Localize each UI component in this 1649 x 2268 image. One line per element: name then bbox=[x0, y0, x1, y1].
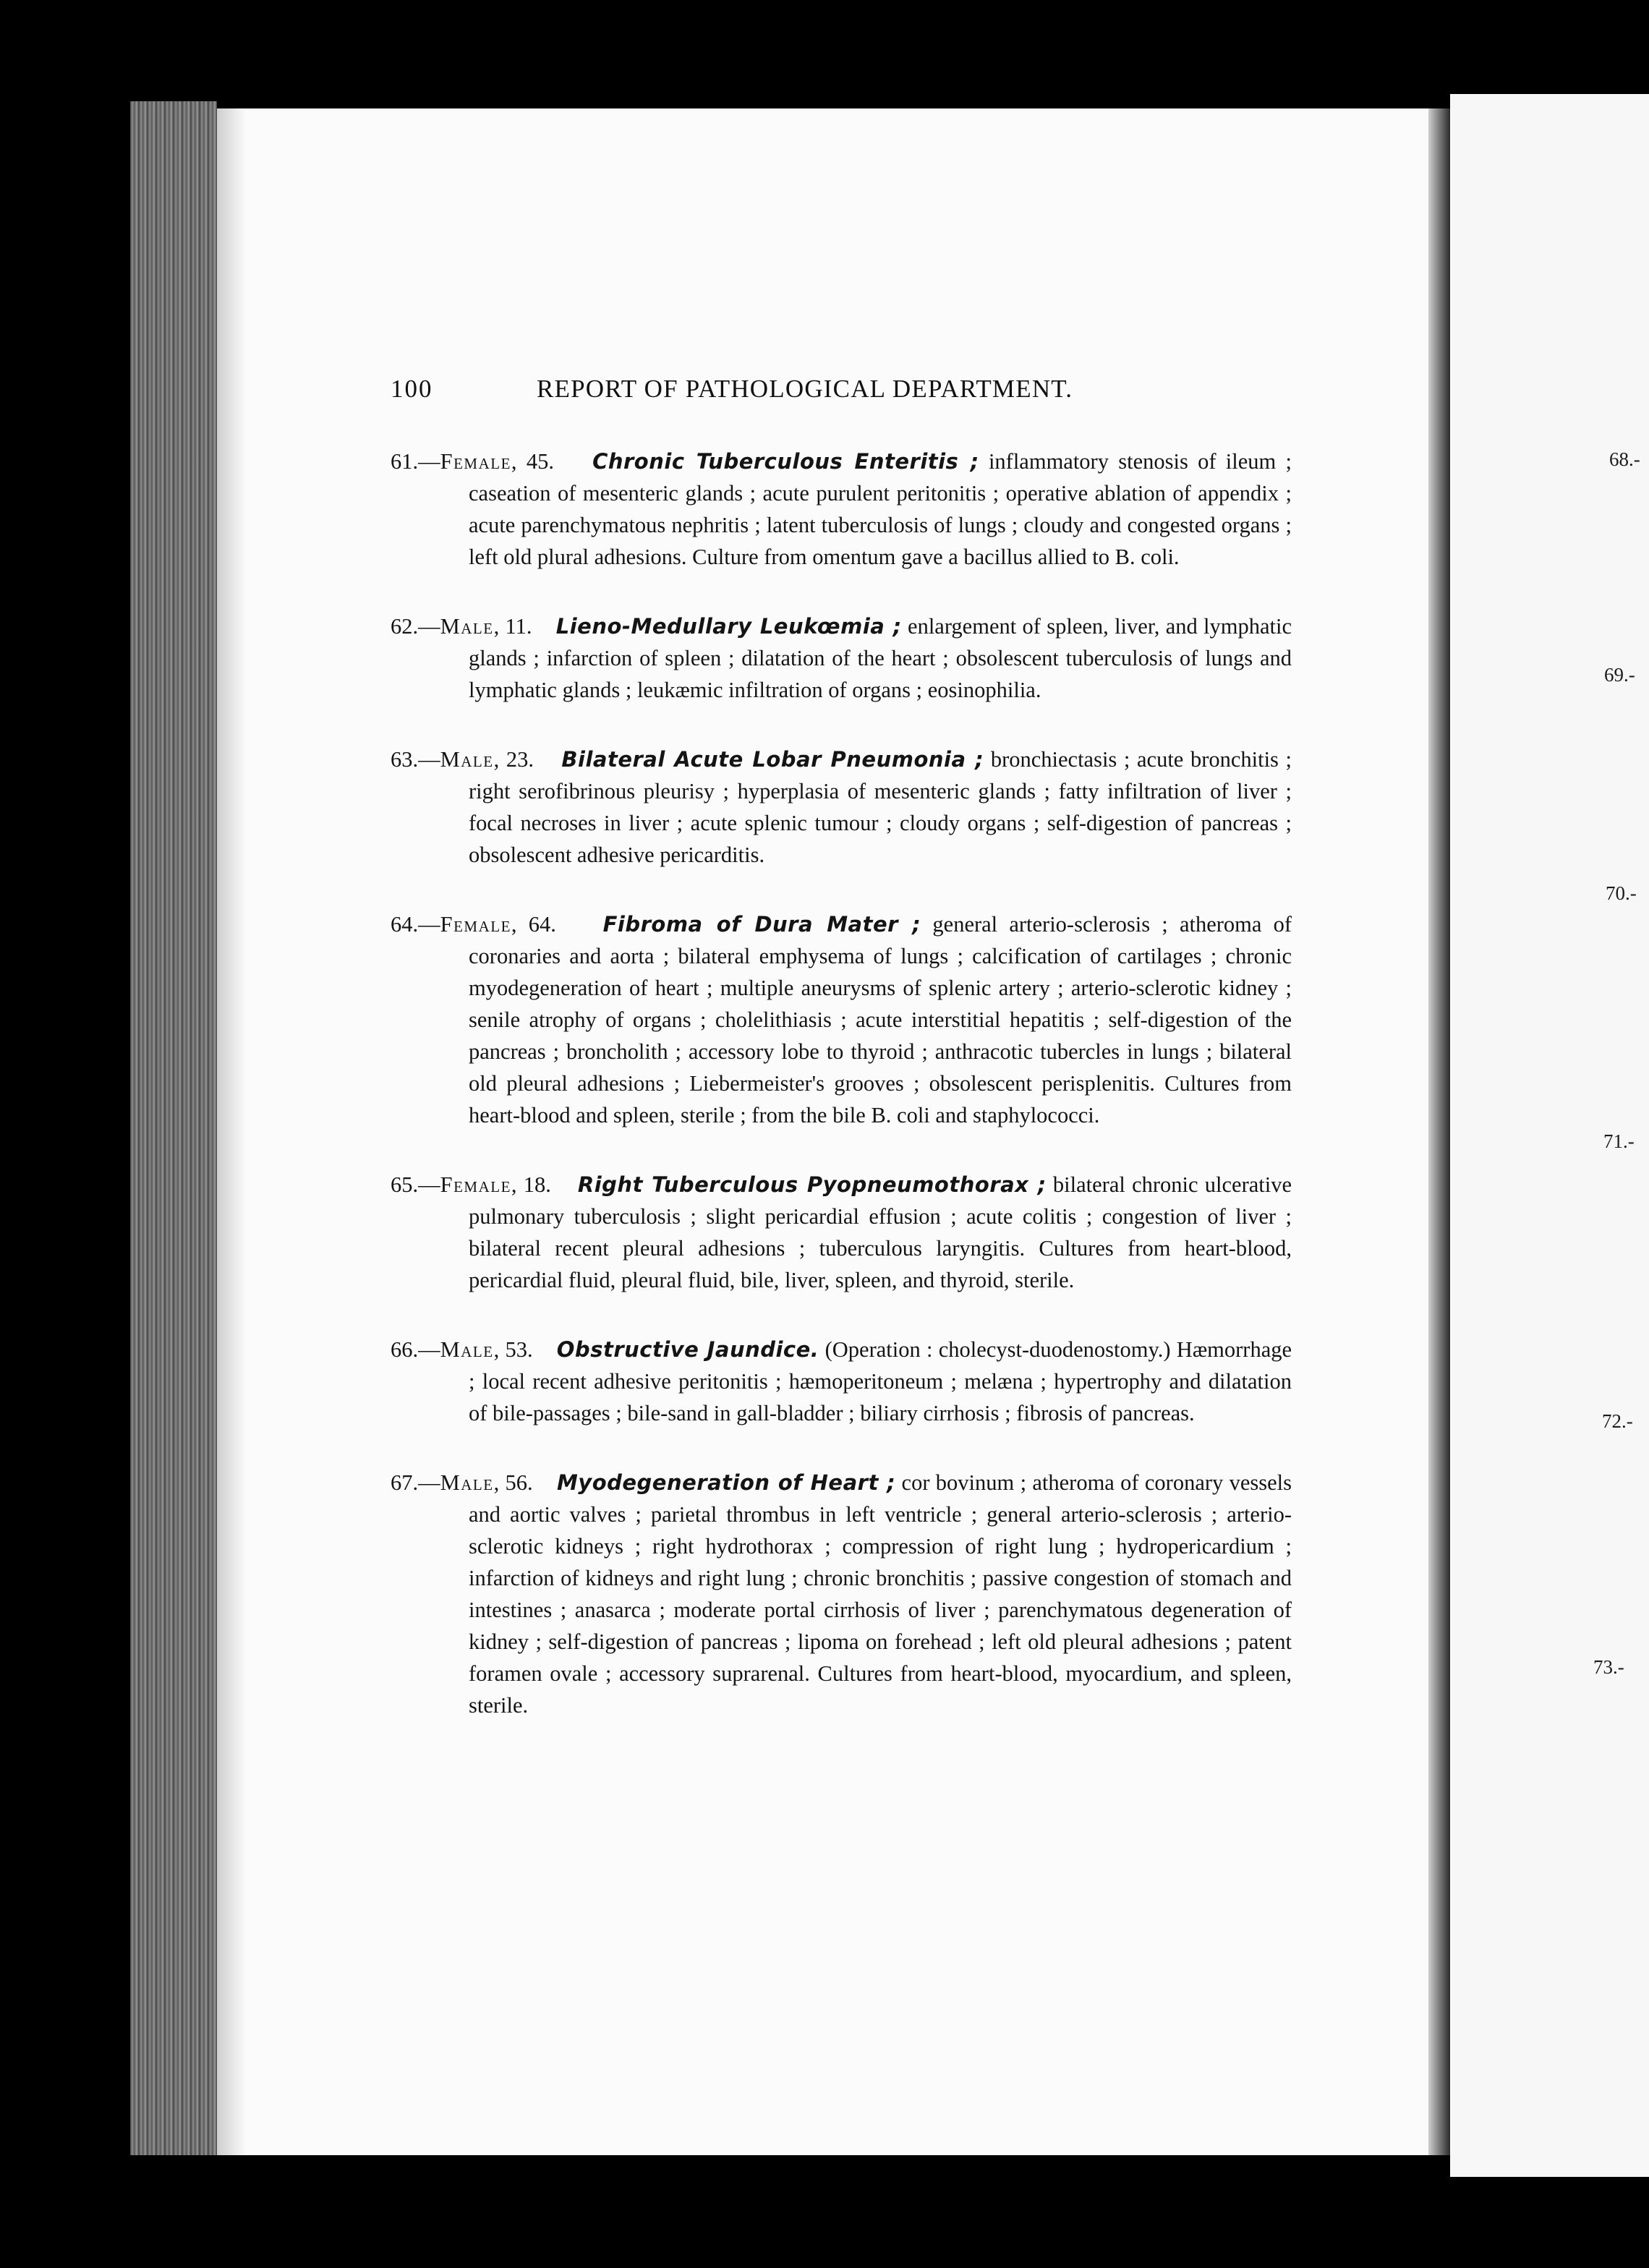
case-diagnosis: Right Tuberculous Pyopneumothorax ; bbox=[577, 1172, 1047, 1197]
case-number: 61. bbox=[391, 449, 419, 474]
case-age: 45. bbox=[526, 449, 554, 474]
facing-page-number: 69.- bbox=[1604, 664, 1635, 686]
case-diagnosis: Lieno-Medullary Leukœmia ; bbox=[555, 614, 902, 639]
case-diagnosis: Obstructive Jaundice. bbox=[556, 1337, 819, 1362]
case-sex: Male bbox=[440, 747, 494, 772]
page-number: 100 bbox=[391, 375, 433, 403]
facing-page-number: 72.- bbox=[1602, 1410, 1633, 1432]
case-sex: Female bbox=[440, 912, 511, 937]
facing-page bbox=[1450, 94, 1649, 2177]
case-findings: general arterio-sclerosis ; atheroma of coronaries and aorta ; bilateral emphysema of lungs ; calcification of cartilages ; chronic myodegeneration of heart ; multiple aneurysms of splenic artery ; arterio-sclerotic kidney ; senile atrophy of organs ; cholelithiasis ; acute interstitial hepatitis ; self-digestion of the pancreas ; broncholith ; accessory lobe to thyroid ; anthracotic tubercles in lungs ; bilateral old pleural adhesions ; Liebermeister's grooves ; obsolescent perisplenitis. Cultures from heart-blood and spleen, sterile ; from the bile B. coli and staphylococci. bbox=[469, 912, 1292, 1127]
case-findings: bilateral chronic ulcerative pulmonary tuberculosis ; slight pericardial effusion ; acute colitis ; congestion of liver ; bilateral recent pleural adhesions ; tuberculous laryngitis. Cultures from heart-blood, pericardial fluid, pleural fluid, bile, liver, spleen, and thyroid, sterile. bbox=[469, 1172, 1292, 1292]
case-findings: enlargement of spleen, liver, and lymphatic glands ; infarction of spleen ; dilatation of the heart ; obsolescent tuberculosis of lungs and lymphatic glands ; leukæmic infiltration of organs ; eosinophilia. bbox=[469, 614, 1292, 702]
page-shadow bbox=[217, 108, 246, 2155]
case-number: 63. bbox=[391, 747, 419, 772]
case-age: 56. bbox=[505, 1470, 533, 1495]
case-sex: Male bbox=[440, 1337, 494, 1362]
case-age: 53. bbox=[505, 1337, 533, 1362]
running-title: REPORT OF PATHOLOGICAL DEPARTMENT. bbox=[537, 375, 1073, 403]
case-entry: 62.—Male, 11. Lieno-Medullary Leukœmia ; enlargement of spleen, liver, and lymphatic glands ; infarction of spleen ; dilatation of the heart ; obsolescent tuberculosis of lungs and lymphatic glands ; leukæmic infiltration of organs ; eosinophilia. bbox=[391, 614, 1292, 702]
case-number: 62. bbox=[391, 614, 419, 639]
facing-page-number: 71.- bbox=[1603, 1130, 1635, 1152]
case-age: 18. bbox=[523, 1172, 551, 1197]
case-entry: 61.—Female, 45. Chronic Tuberculous Enteritis ; inflammatory stenosis of ileum ; caseation of mesenteric glands ; acute purulent peritonitis ; operative ablation of appendix ; acute parenchymatous nephritis ; latent tuberculosis of lungs ; cloudy and congested organs ; left old plural adhesions. Culture from omentum gave a bacillus allied to B. coli. bbox=[391, 449, 1292, 569]
case-age: 23. bbox=[506, 747, 534, 772]
case-age: 11. bbox=[505, 614, 532, 639]
case-sex: Male bbox=[440, 1470, 494, 1495]
case-number: 64. bbox=[391, 912, 419, 937]
case-diagnosis: Chronic Tuberculous Enteritis ; bbox=[592, 449, 979, 474]
case-number: 66. bbox=[391, 1337, 419, 1362]
case-age: 64. bbox=[528, 912, 556, 937]
book-gutter bbox=[1428, 108, 1450, 2155]
case-sex: Female bbox=[440, 449, 511, 474]
case-number: 65. bbox=[391, 1172, 419, 1197]
case-findings: cor bovinum ; atheroma of coronary vessels and aortic valves ; parietal thrombus in left ventricle ; general arterio-sclerosis ; arterio-sclerotic kidneys ; right hydrothorax ; compression of right lung ; hydropericardium ; infarction of kidneys and right lung ; chronic bronchitis ; passive congestion of stomach and intestines ; anasarca ; moderate portal cirrhosis of liver ; parenchymatous degeneration of kidney ; self-digestion of pancreas ; lipoma on forehead ; left old pleural adhesions ; patent foramen ovale ; accessory suprarenal. Cultures from heart-blood, myocardium, and spleen, sterile. bbox=[469, 1470, 1292, 1718]
facing-page-number: 68.- bbox=[1609, 448, 1640, 470]
case-sex: Male bbox=[440, 614, 494, 639]
case-entry: 63.—Male, 23. Bilateral Acute Lobar Pneumonia ; bronchiectasis ; acute bronchitis ; right serofibrinous pleurisy ; hyperplasia of mesenteric glands ; fatty infiltration of liver ; focal necroses in liver ; acute splenic tumour ; cloudy organs ; self-digestion of pancreas ; obsolescent adhesive pericarditis. bbox=[391, 747, 1292, 867]
case-diagnosis: Myodegeneration of Heart ; bbox=[556, 1470, 896, 1495]
case-diagnosis: Fibroma of Dura Mater ; bbox=[602, 912, 921, 937]
case-findings: inflammatory stenosis of ileum ; caseation of mesenteric glands ; acute purulent peritonitis ; operative ablation of appendix ; acute parenchymatous nephritis ; latent tuberculosis of lungs ; cloudy and congested organs ; left old plural adhesions. Culture from omentum gave a bacillus allied to B. coli. bbox=[469, 449, 1292, 569]
book-edge bbox=[130, 101, 217, 2155]
case-sex: Female bbox=[440, 1172, 511, 1197]
case-list bbox=[391, 446, 1292, 1759]
case-diagnosis: Bilateral Acute Lobar Pneumonia ; bbox=[561, 747, 984, 772]
case-entry: 64.—Female, 64. Fibroma of Dura Mater ; general arterio-sclerosis ; atheroma of coronaries and aorta ; bilateral emphysema of lungs ; calcification of cartilages ; chronic myodegeneration of heart ; multiple aneurysms of splenic artery ; arterio-sclerotic kidney ; senile atrophy of organs ; cholelithiasis ; acute interstitial hepatitis ; self-digestion of the pancreas ; broncholith ; accessory lobe to thyroid ; anthracotic tubercles in lungs ; bilateral old pleural adhesions ; Liebermeister's grooves ; obsolescent perisplenitis. Cultures from heart-blood and spleen, sterile ; from the bile B. coli and staphylococci. bbox=[391, 912, 1292, 1127]
case-entry: 65.—Female, 18. Right Tuberculous Pyopneumothorax ; bilateral chronic ulcerative pulmonary tuberculosis ; slight pericardial effusion ; acute colitis ; congestion of liver ; bilateral recent pleural adhesions ; tuberculous laryngitis. Cultures from heart-blood, pericardial fluid, pleural fluid, bile, liver, spleen, and thyroid, sterile. bbox=[391, 1172, 1292, 1292]
case-findings: (Operation : cholecyst-duodenostomy.) Hæmorrhage ; local recent adhesive peritonitis ; hæmoperitoneum ; melæna ; hypertrophy and dilatation of bile-passages ; bile-sand in gall-bladder ; biliary cirrhosis ; fibrosis of pancreas. bbox=[469, 1337, 1292, 1425]
facing-page-number: 73.- bbox=[1593, 1656, 1624, 1678]
case-number: 67. bbox=[391, 1470, 419, 1495]
case-entry: 67.—Male, 56. Myodegeneration of Heart ; cor bovinum ; atheroma of coronary vessels and aortic valves ; parietal thrombus in left ventricle ; general arterio-sclerosis ; arterio-sclerotic kidneys ; right hydrothorax ; compression of right lung ; hydropericardium ; infarction of kidneys and right lung ; chronic bronchitis ; passive congestion of stomach and intestines ; anasarca ; moderate portal cirrhosis of liver ; parenchymatous degeneration of kidney ; self-digestion of pancreas ; lipoma on forehead ; left old pleural adhesions ; patent foramen ovale ; accessory suprarenal. Cultures from heart-blood, myocardium, and spleen, sterile. bbox=[391, 1470, 1292, 1718]
case-findings: bronchiectasis ; acute bronchitis ; right serofibrinous pleurisy ; hyperplasia of mesenteric glands ; fatty infiltration of liver ; focal necroses in liver ; acute splenic tumour ; cloudy organs ; self-digestion of pancreas ; obsolescent adhesive pericarditis. bbox=[469, 747, 1292, 867]
running-header bbox=[391, 375, 1157, 411]
facing-page-number: 70.- bbox=[1606, 882, 1637, 904]
case-entry: 66.—Male, 53. Obstructive Jaundice. (Operation : cholecyst-duodenostomy.) Hæmorrhage ; local recent adhesive peritonitis ; hæmoperitoneum ; melæna ; hypertrophy and dilatation of bile-passages ; bile-sand in gall-bladder ; biliary cirrhosis ; fibrosis of pancreas. bbox=[391, 1337, 1292, 1425]
